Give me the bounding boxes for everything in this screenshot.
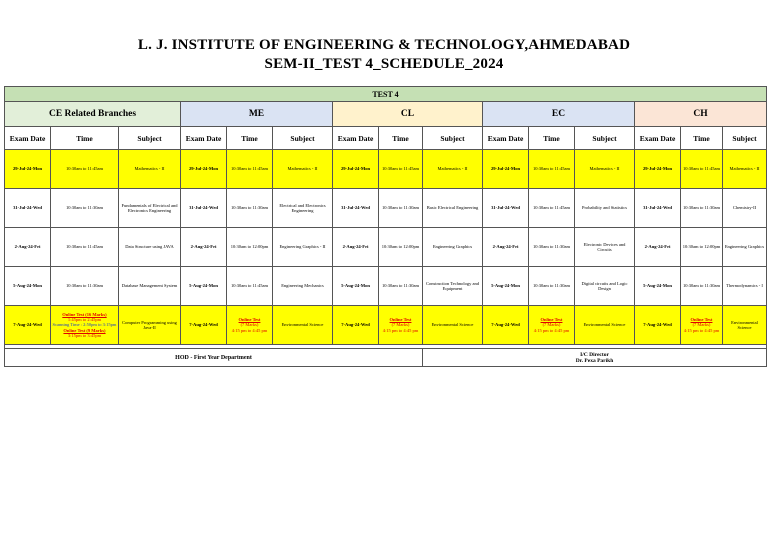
exam-date: 7-Aug-24-Wed xyxy=(181,306,227,345)
director-name: Dr. Pexa Parikh xyxy=(575,357,614,364)
exam-date: 7-Aug-24-Wed xyxy=(483,306,529,345)
scanning-time: Scanning Time : 2:50pm to 3:15pm xyxy=(52,322,117,328)
exam-time: 10:30am to 11:30am xyxy=(227,189,273,228)
exam-date: 7-Aug-24-Wed xyxy=(333,306,379,345)
exam-subject: Engineering Graphics - II xyxy=(273,228,333,267)
exam-time: 10:30am to 12:00pm xyxy=(681,228,723,267)
col-exam-date: Exam Date xyxy=(5,127,51,150)
exam-subject: Mathematics - II xyxy=(273,150,333,189)
exam-time: 10:30am to 12:00pm xyxy=(227,228,273,267)
online-test-time: 4:15 pm to 4:45 pm xyxy=(683,327,720,333)
exam-time: 10:30am to 11:30am xyxy=(529,228,575,267)
exam-date: 2-Aug-24-Fri xyxy=(483,228,529,267)
exam-subject: Engineering Mechanics xyxy=(273,267,333,306)
institute-title: L. J. INSTITUTE OF ENGINEERING & TECHNOLOGY,AHMEDABAD xyxy=(137,37,631,53)
online-test-label: Online Test xyxy=(540,317,563,323)
exam-date: 31-Jul-24-Wed xyxy=(181,189,227,228)
col-subject: Subject xyxy=(575,127,635,150)
col-time: Time xyxy=(681,127,723,150)
col-exam-date: Exam Date xyxy=(333,127,379,150)
exam-date: 29-Jul-24-Mon xyxy=(181,150,227,189)
table-row xyxy=(5,267,767,306)
exam-subject: Environmental Science xyxy=(423,306,483,345)
exam-subject: Mathematics - II xyxy=(423,150,483,189)
exam-time: 10:30am to 11:30am xyxy=(379,267,423,306)
exam-date: 5-Aug-24-Mon xyxy=(5,267,51,306)
column-header-row xyxy=(5,127,767,150)
online-test-time: 4:15 pm to 4:45 pm xyxy=(231,327,268,333)
online-test-label: Online Test (16 Marks) xyxy=(62,312,107,318)
exam-time xyxy=(681,306,723,345)
col-subject: Subject xyxy=(423,127,483,150)
col-subject: Subject xyxy=(273,127,333,150)
exam-date: 29-Jul-24-Mon xyxy=(483,150,529,189)
exam-date: 7-Aug-24-Wed xyxy=(5,306,51,345)
exam-time: 10:30am to 11:45am xyxy=(227,150,273,189)
exam-date: 5-Aug-24-Mon xyxy=(635,267,681,306)
exam-time: 10:30am to 11:30am xyxy=(51,189,119,228)
exam-subject: Basic Electrical Engineering xyxy=(423,189,483,228)
col-time: Time xyxy=(227,127,273,150)
exam-date: 2-Aug-24-Fri xyxy=(5,228,51,267)
exam-subject: Computer Programming using Java-II xyxy=(119,306,181,345)
group-ce: CE Related Branches xyxy=(5,102,181,127)
online-test-marks: (7 Marks) xyxy=(391,322,410,328)
col-time: Time xyxy=(51,127,119,150)
col-subject: Subject xyxy=(119,127,181,150)
exam-subject: Chemistry-II xyxy=(723,189,767,228)
col-subject: Subject xyxy=(723,127,767,150)
exam-time: 10:30am to 12:00pm xyxy=(379,228,423,267)
online-test-time: 3:15pm to 3:45pm xyxy=(67,332,102,338)
online-test-marks: (7 Marks) xyxy=(542,322,561,328)
exam-date: 31-Jul-24-Wed xyxy=(333,189,379,228)
exam-date: 29-Jul-24-Mon xyxy=(5,150,51,189)
exam-time xyxy=(529,306,575,345)
group-ec: EC xyxy=(483,102,635,127)
online-test-time: 4:15 pm to 4:45 pm xyxy=(533,327,570,333)
schedule-title: SEM-II_TEST 4_SCHEDULE_2024 xyxy=(264,56,504,72)
exam-time xyxy=(379,306,423,345)
exam-subject: Thermodynamics - I xyxy=(723,267,767,306)
table-row xyxy=(5,189,767,228)
exam-date: 29-Jul-24-Mon xyxy=(635,150,681,189)
exam-date: 5-Aug-24-Mon xyxy=(483,267,529,306)
exam-subject: Mathematics - II xyxy=(723,150,767,189)
exam-subject: Environmental Science xyxy=(723,306,767,345)
online-test-time: 1:45pm to 2:45pm xyxy=(67,317,102,323)
col-exam-date: Exam Date xyxy=(635,127,681,150)
exam-time: 10:30am to 11:45am xyxy=(379,150,423,189)
exam-date: 31-Jul-24-Wed xyxy=(635,189,681,228)
online-test-label: Online Test (9 Marks) xyxy=(63,327,106,333)
exam-subject: Construction Technology and Equipment xyxy=(423,267,483,306)
exam-time: 10:30am to 11:45am xyxy=(227,267,273,306)
online-test-label: Online Test xyxy=(389,317,412,323)
exam-time: 10:30am to 11:45am xyxy=(681,150,723,189)
col-time: Time xyxy=(379,127,423,150)
exam-time: 10:30am to 11:45am xyxy=(51,228,119,267)
exam-date: 2-Aug-24-Fri xyxy=(181,228,227,267)
exam-subject: Electronic Devices and Circuits xyxy=(575,228,635,267)
exam-time: 10:30am to 11:30am xyxy=(51,267,119,306)
exam-date: 5-Aug-24-Mon xyxy=(181,267,227,306)
online-test-time: 4:15 pm to 4:45 pm xyxy=(382,327,419,333)
exam-subject: Database Management System xyxy=(119,267,181,306)
col-exam-date: Exam Date xyxy=(483,127,529,150)
col-exam-date: Exam Date xyxy=(181,127,227,150)
group-ch: CH xyxy=(635,102,767,127)
test-label: TEST 4 xyxy=(5,87,767,102)
exam-subject: Data Structure using JAVA xyxy=(119,228,181,267)
table-row xyxy=(5,150,767,189)
exam-subject: Engineering Graphics xyxy=(723,228,767,267)
director-title: I/C Director xyxy=(580,351,609,358)
exam-time: 10:30am to 11:45am xyxy=(51,150,119,189)
exam-date: 29-Jul-24-Mon xyxy=(333,150,379,189)
exam-subject: Electrical and Electronics Engineering xyxy=(273,189,333,228)
exam-time: 10:30am to 11:30am xyxy=(379,189,423,228)
director-signature xyxy=(423,349,767,367)
exam-subject: Fundamentals of Electrical and Electronics Engineering xyxy=(119,189,181,228)
exam-date: 2-Aug-24-Fri xyxy=(635,228,681,267)
group-cl: CL xyxy=(333,102,483,127)
exam-time xyxy=(227,306,273,345)
online-test-marks: (7 Marks) xyxy=(240,322,259,328)
exam-time: 10:30am to 11:30am xyxy=(529,267,575,306)
exam-subject: Mathematics - II xyxy=(119,150,181,189)
schedule-table xyxy=(4,86,767,367)
exam-date: 31-Jul-24-Wed xyxy=(5,189,51,228)
exam-subject: Mathematics - II xyxy=(575,150,635,189)
online-test-marks: (7 Marks) xyxy=(692,322,711,328)
exam-subject: Environmental Science xyxy=(273,306,333,345)
table-row xyxy=(5,306,767,345)
exam-subject: Digital circuits and Logic Design xyxy=(575,267,635,306)
exam-subject: Probability and Statistics xyxy=(575,189,635,228)
online-test-label: Online Test xyxy=(690,317,713,323)
exam-date: 7-Aug-24-Wed xyxy=(635,306,681,345)
hod-signature: HOD - First Year Department xyxy=(5,349,423,367)
exam-subject: Engineering Graphics xyxy=(423,228,483,267)
exam-date: 2-Aug-24-Fri xyxy=(333,228,379,267)
exam-time: 10:30am to 11:30am xyxy=(681,267,723,306)
exam-time: 10:30am to 11:30am xyxy=(681,189,723,228)
exam-date: 31-Jul-24-Wed xyxy=(483,189,529,228)
col-time: Time xyxy=(529,127,575,150)
exam-time: 10:30am to 11:45am xyxy=(529,189,575,228)
exam-date: 5-Aug-24-Mon xyxy=(333,267,379,306)
exam-time: 10:30am to 11:45am xyxy=(529,150,575,189)
exam-time xyxy=(51,306,119,345)
group-me: ME xyxy=(181,102,333,127)
online-test-label: Online Test xyxy=(238,317,261,323)
table-row xyxy=(5,228,767,267)
signature-row xyxy=(5,349,767,367)
exam-subject: Environmental Science xyxy=(575,306,635,345)
